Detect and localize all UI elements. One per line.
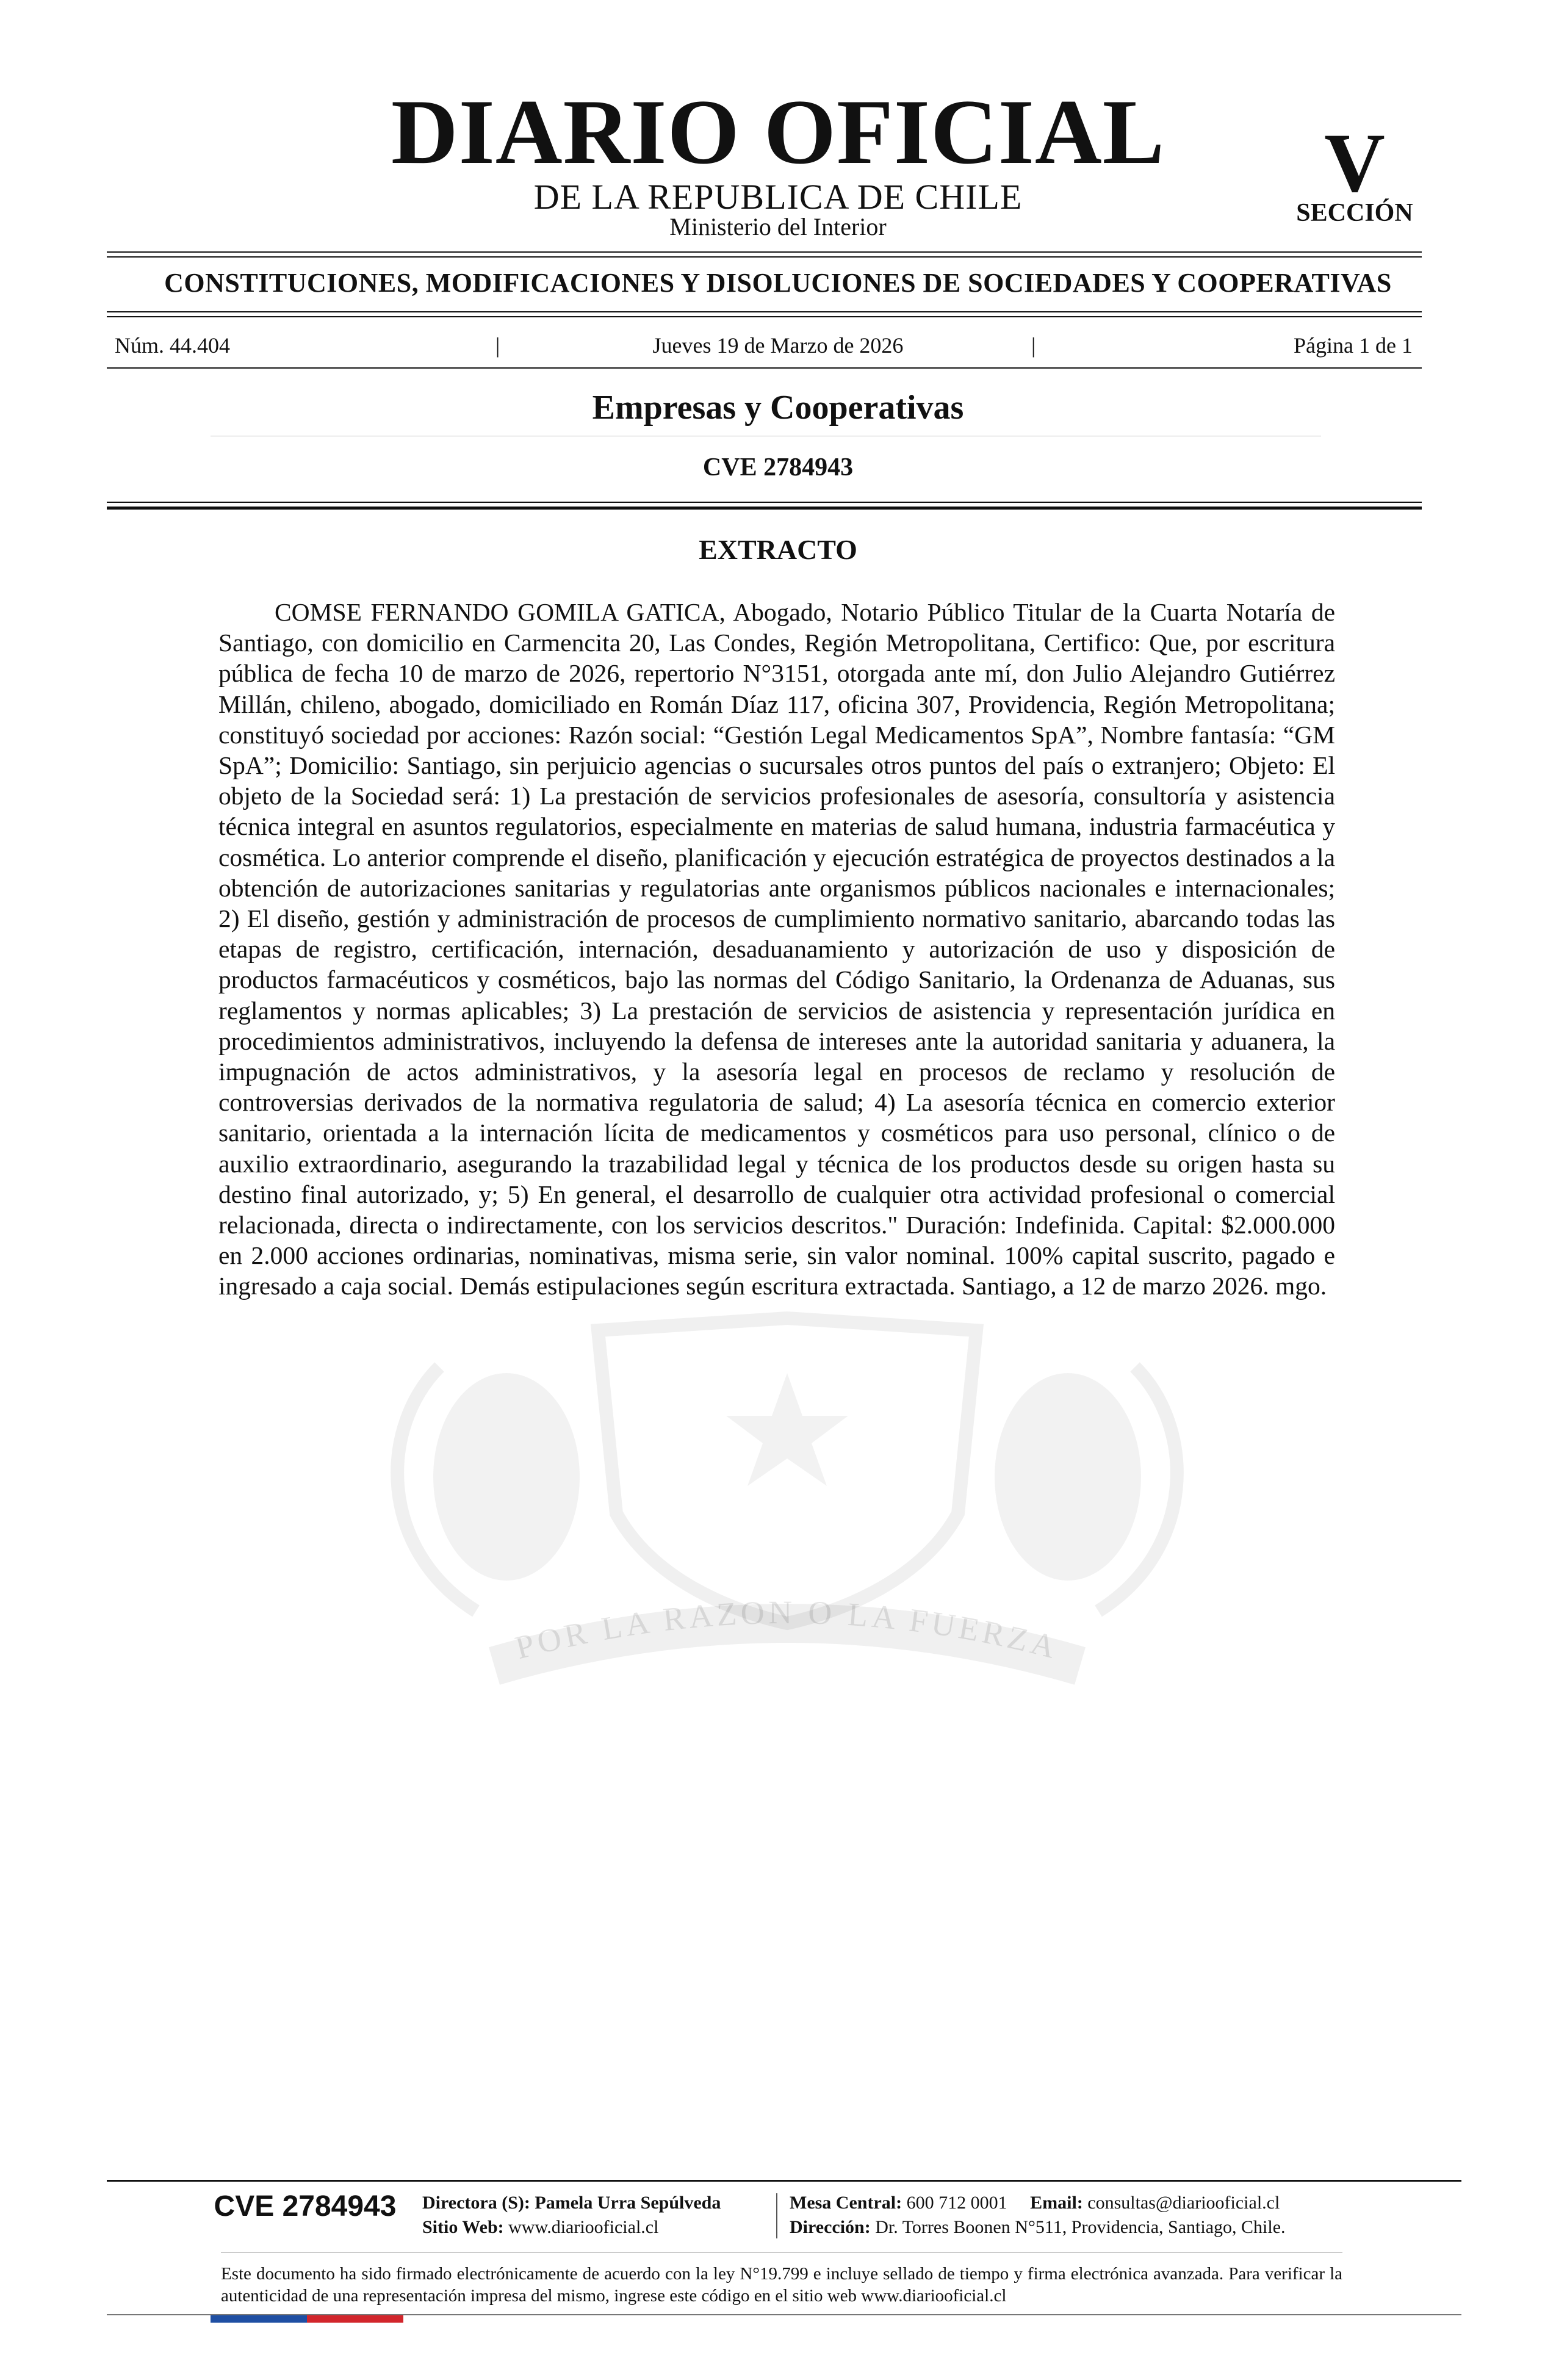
info-separator: | [495,333,500,358]
address-label: Dirección: [790,2217,871,2237]
section-title: Empresas y Cooperativas [592,389,964,427]
page-indicator: Página 1 de 1 [1294,333,1413,358]
footer-website [422,2215,658,2240]
info-separator: | [1031,333,1036,358]
issue-number: Núm. 44.404 [115,333,230,358]
flag-stripe-blue [211,2315,307,2323]
cve-header: CVE 2784943 [702,453,854,481]
extract-body: COMSE FERNANDO GOMILA GATICA, Abogado, Notario Público Titular de la Cuarta Notaría de Santiago, con domicilio en Carmencita 20, Las Condes, Región Metropolitana, Certifico: Que, por escritura pública de fecha 10 de marzo de 2026, repertorio N°3151, otorgada ante mí, don Julio Alejandro Gutiérrez Millán, chileno, abogado, domiciliado en Román Díaz 117, oficina 307, Providencia, Región Metropolitana; constituyó sociedad por acciones: Razón social: “Gestión Legal Medicamentos SpA”, Nombre fantasía: “GM SpA”; Domicilio: Santiago, sin perjuicio agencias o sucursales otros puntos del país o extranjero; Objeto: El objeto de la Sociedad será: 1) La prestación de servicios profesionales de asesoría, consultoría y asistencia técnica integral en asuntos regulatorios, especialmente en materias de salud humana, industria farmacéutica y cosmética. Lo anterior comprende el diseño, planificación y ejecución estratégica de proyectos destinados a la obtención de autorizaciones sanitarias y regulatorias ante organismos públicos nacionales e internacionales; 2) El diseño, gestión y administración de procesos de cumplimiento normativo sanitario, abarcando todas las etapas de registro, certificación, internación, desaduanamiento y autorización de uso y disposición de productos farmacéuticos y cosméticos, bajo las normas del Código Sanitario, la Ordenanza de Aduanas, sus reglamentos y normas aplicables; 3) La prestación de servicios de asistencia y representación jurídica en procedimientos administrativos, incluyendo la defensa de intereses ante la autoridad sanitaria y aduanera, la impugnación de actos administrativos, y la asesoría legal en procesos de reclamo y resolución de controversias derivados de la normativa regulatoria de salud; 4) La asesoría técnica en comercio exterior sanitario, orientada a la internación lícita de medicamentos y cosméticos para uso personal, clínico o de auxilio extraordinario, asegurando la trazabilidad legal y técnica de los productos desde su origen hasta su destino final autorizado, y; 5) En general, el desarrollo de cualquier otra actividad profesional o comercial relacionada, directa o indirectamente, con los servicios descritos." Duración: Indefinida. Capital: $2.000.000 en 2.000 acciones ordinarias, nominativas, misma serie, sin valor nominal. 100% capital suscrito, pagado e ingresado a caja social. Demás estipulaciones según escritura extractada. Santiago, a 12 de marzo 2026. mgo. [218,598,1335,1300]
rule-cve-1 [107,502,1422,503]
rule-footer-top [107,2180,1461,2182]
website-link[interactable]: www.diariooficial.cl [508,2217,659,2237]
email-link[interactable]: consultas@diariooficial.cl [1087,2193,1280,2213]
rule-banner-1 [107,311,1422,312]
rule-infobar [107,367,1422,369]
footer-address [790,2215,1286,2240]
rule-banner-2 [107,316,1422,317]
masthead-ministry: Ministerio del Interior [669,213,887,240]
footer-cve: CVE 2784943 [214,2190,397,2223]
section-letter: V [1324,116,1385,209]
rule-top-2 [107,256,1422,258]
director-label: Directora (S): [422,2193,530,2213]
address-value: Dr. Torres Boonen N°511, Providencia, Santiago, Chile. [875,2217,1286,2237]
phone-value: 600 712 0001 [906,2193,1007,2213]
email-label: Email: [1030,2193,1083,2213]
footer-director [422,2191,721,2215]
section-word: SECCIÓN [1296,199,1413,227]
coat-of-arms-watermark [342,1294,1233,1709]
signature-disclaimer: Este documento ha sido firmado electrónicamente de acuerdo con la ley N°19.799 e incluye sellado de tiempo y firma electrónica avanzada. Para verificar la autenticidad de una representación impresa del mismo, ingrese este código en el sitio web www.diariooficial.cl [221,2264,1342,2306]
director-name: Pamela Urra Sepúlveda [535,2193,721,2213]
website-label: Sitio Web: [422,2217,504,2237]
watermark-motto: POR LA RAZON O LA FUERZA [511,1593,1063,1667]
footer-contact [790,2191,1280,2215]
masthead-title: DIARIO OFICIAL [391,81,1165,183]
rule-top-1 [107,251,1422,253]
flag-stripe-red [307,2315,403,2323]
phone-label: Mesa Central: [790,2193,902,2213]
document-heading: EXTRACTO [699,534,857,565]
rule-cve-2 [107,507,1422,510]
issue-date: Jueves 19 de Marzo de 2026 [652,333,904,358]
footer-separator [776,2193,777,2238]
masthead-subtitle: DE LA REPUBLICA DE CHILE [533,177,1023,217]
banner-title: CONSTITUCIONES, MODIFICACIONES Y DISOLUCIONES DE SOCIEDADES Y COOPERATIVAS [164,268,1392,298]
